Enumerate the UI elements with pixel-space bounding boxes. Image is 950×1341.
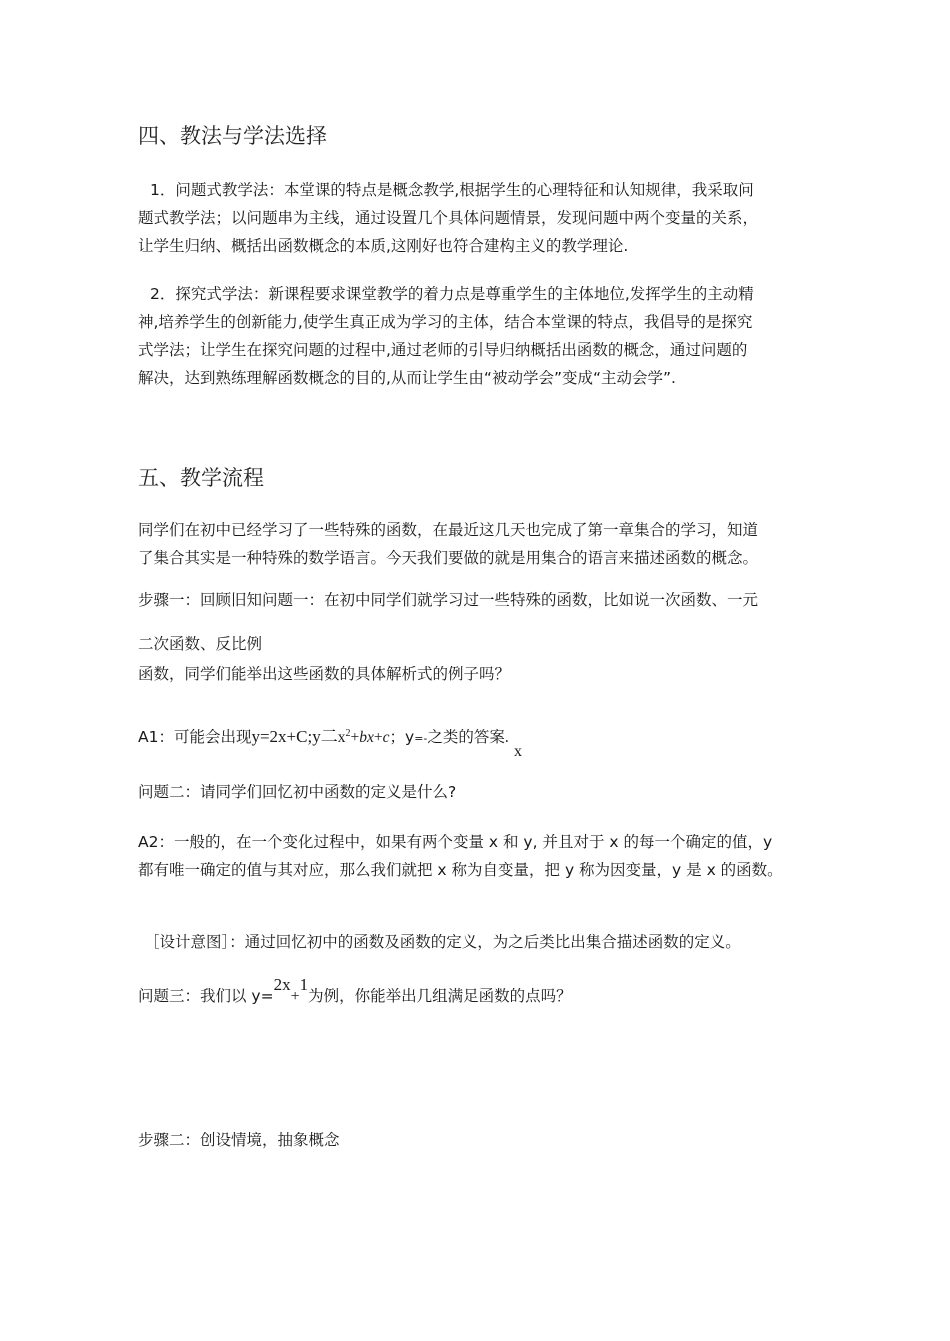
- a1-equals-sign: 二: [320, 727, 338, 747]
- paragraph-method-1-line-1: 1．问题式教学法：本堂课的特点是概念教学,根据学生的心理特征和认知规律，我采取问: [150, 181, 754, 199]
- q3-suffix: 为例，你能举出几组满足函数的点吗？: [308, 987, 572, 1005]
- q3-prefix: 问题三：我们以 y=: [138, 987, 274, 1005]
- a1-tail: 之类的答案.: [427, 729, 509, 746]
- a1-fraction-denominator: x: [514, 743, 522, 760]
- step-1-question: 函数，同学们能举出这些函数的具体解析式的例子吗？: [138, 665, 511, 683]
- answer-a2-line-1: A2：一般的，在一个变化过程中，如果有两个变量 x 和 y, 并且对于 x 的每一个确定的值，y: [138, 833, 773, 851]
- paragraph-method-2-line-2: 神,培养学生的创新能力,使学生真正成为学习的主体，结合本堂课的特点，我倡导的是探究: [138, 313, 753, 331]
- answer-a2-line-2: 都有唯一确定的值与其对应，那么我们就把 x 称为自变量，把 y 称为因变量，y 是 x 的函数。: [138, 861, 783, 879]
- question-2: 问题二：请同学们回忆初中函数的定义是什么?: [138, 783, 457, 801]
- intro-line-1: 同学们在初中已经学习了一些特殊的函数，在最近这几天也完成了第一章集合的学习，知道: [138, 521, 759, 539]
- paragraph-method-1-line-2: 题式教学法；以问题串为主线，通过设置几个具体问题情景，发现问题中两个变量的关系，: [138, 209, 759, 227]
- a1-formula-quadratic: $x^2+bx+c$: [337, 727, 390, 746]
- q3-plus: +: [290, 988, 300, 1005]
- intro-line-2: 了集合其实是一种特殊的数学语言。今天我们要做的就是用集合的语言来描述函数的概念。: [138, 549, 759, 567]
- a1-label: A1：可能会出现: [138, 728, 252, 746]
- step-2-text: 步骤二：创设情境，抽象概念: [138, 1131, 340, 1149]
- question-3: [138, 975, 572, 1006]
- section-5-title: 五、教学流程: [138, 466, 264, 490]
- q3-term-2x: 2x: [273, 975, 291, 994]
- a1-separator: ；y: [389, 728, 415, 746]
- a1-fraction-numerator: =-: [414, 732, 428, 745]
- step-1-text: 步骤一：回顾旧知问题一：在初中同学们就学习过一些特殊的函数，比如说一次函数、一元: [138, 591, 759, 609]
- a1-formula-linear: y=2x+C;y: [251, 727, 321, 746]
- paragraph-method-2-line-4: 解决，达到熟练理解函数概念的目的,从而让学生由“被动学会”变成“主动会学”.: [138, 369, 676, 387]
- q3-term-1: 1: [299, 975, 309, 994]
- design-intent: ［设计意图］：通过回忆初中的函数及函数的定义，为之后类比出集合描述函数的定义。: [144, 933, 741, 951]
- step-1-continued: 二次函数、反比例: [138, 635, 263, 653]
- paragraph-method-2-line-3: 式学法；让学生在探究问题的过程中,通过老师的引导归纳概括出函数的概念，通过问题的: [138, 341, 748, 359]
- section-4-title: 四、教法与学法选择: [138, 124, 327, 148]
- paragraph-method-2-line-1: 2．探究式学法：新课程要求课堂教学的着力点是尊重学生的主体地位,发挥学生的主动精: [150, 285, 754, 303]
- answer-a1: [138, 722, 509, 747]
- paragraph-method-1-line-3: 让学生归纳、概括出函数概念的本质,这刚好也符合建构主义的教学理论.: [138, 237, 629, 255]
